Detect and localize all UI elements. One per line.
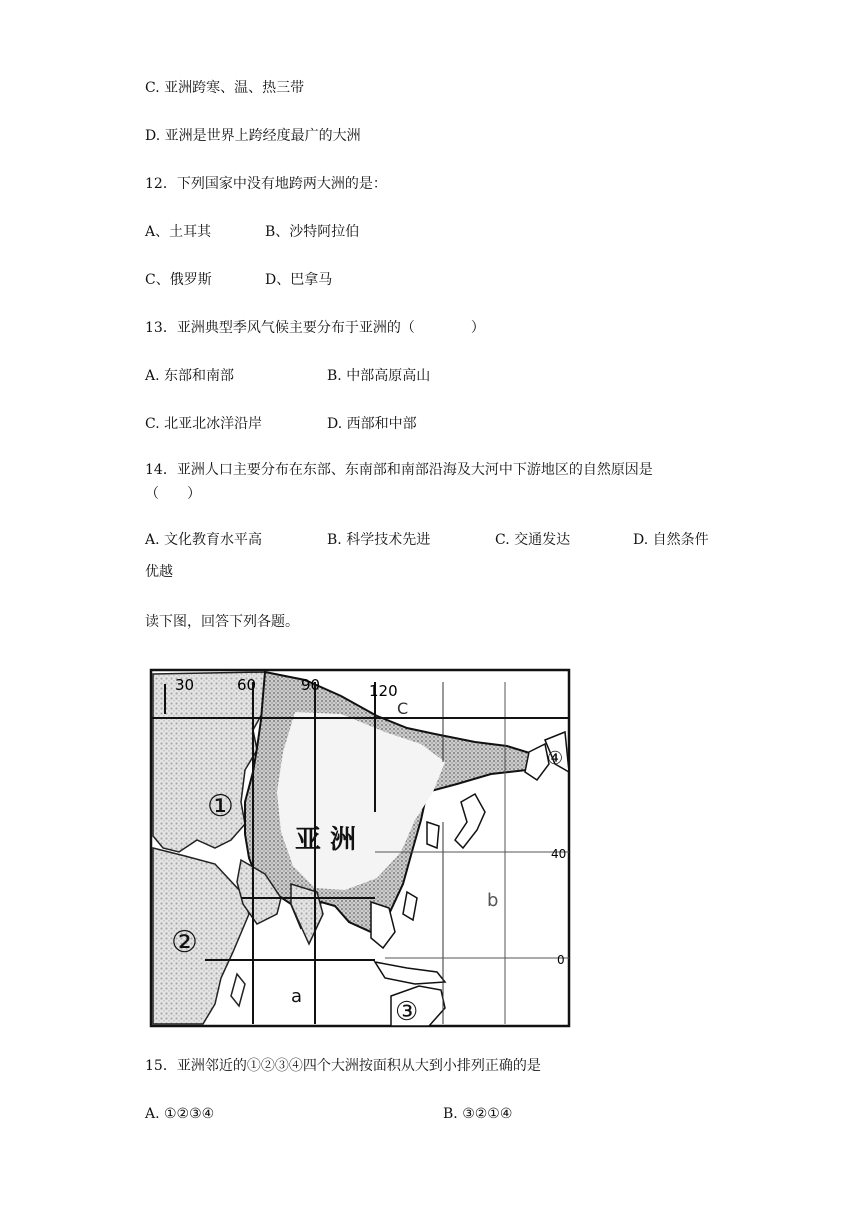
q14-option-a: A. 文化教育水平高 xyxy=(145,532,263,548)
q13-option-d: D. 西部和中部 xyxy=(327,416,417,432)
q15-option-b: B. ③②①④ xyxy=(443,1106,513,1122)
q11-option-c: C. 亚洲跨寒、温、热三带 xyxy=(145,80,305,96)
q14-stem: 14．亚洲人口主要分布在东部、东南部和南部沿海及大河中下游地区的自然原因是 xyxy=(145,462,653,478)
continent-label-3: ③ xyxy=(395,997,419,1027)
q13-option-a: A. 东部和南部 xyxy=(145,368,235,384)
q15-stem: 15．亚洲邻近的①②③④四个大洲按面积从大到小排列正确的是 xyxy=(145,1058,541,1074)
lon-label: 120 xyxy=(369,682,398,700)
q12-option-c: C、俄罗斯 xyxy=(145,272,212,288)
korea-shape xyxy=(427,822,439,848)
asia-label: 亚 洲 xyxy=(295,825,357,855)
q12-option-d: D、巴拿马 xyxy=(265,272,333,288)
region-label-b: b xyxy=(487,890,499,911)
q12-option-b: B、沙特阿拉伯 xyxy=(265,224,360,240)
q14-option-b: B. 科学技术先进 xyxy=(327,532,431,548)
q14-paren: （ ） xyxy=(145,486,201,502)
lon-label: 30 xyxy=(175,676,195,694)
region-label-a: a xyxy=(291,986,303,1007)
asia-map-figure xyxy=(145,652,577,1030)
lon-label: 60 xyxy=(237,676,257,694)
lat-label: 0 xyxy=(557,953,565,967)
q12-stem: 12．下列国家中没有地跨两大洲的是： xyxy=(145,176,387,192)
q11-option-d: D. 亚洲是世界上跨经度最广的大洲 xyxy=(145,128,361,144)
continent-label-1: ① xyxy=(207,789,234,824)
continent-label-4: ④ xyxy=(547,748,564,769)
region-label-c: C xyxy=(397,699,409,718)
continent-label-2: ② xyxy=(171,925,198,960)
q15-option-a: A. ①②③④ xyxy=(145,1106,215,1122)
q14-option-d-continued: 优越 xyxy=(145,564,173,580)
q12-option-a: A、土耳其 xyxy=(145,224,212,240)
q14-option-d: D. 自然条件 xyxy=(633,532,709,548)
q13-stem: 13．亚洲典型季风气候主要分布于亚洲的（ ） xyxy=(145,320,485,336)
lon-label: 90 xyxy=(301,676,321,694)
read-map-instruction: 读下图，回答下列各题。 xyxy=(145,614,299,630)
q13-option-b: B. 中部高原高山 xyxy=(327,368,431,384)
q14-option-c: C. 交通发达 xyxy=(495,532,571,548)
q13-option-c: C. 北亚北冰洋沿岸 xyxy=(145,416,263,432)
lat-label: 40 xyxy=(551,847,567,861)
